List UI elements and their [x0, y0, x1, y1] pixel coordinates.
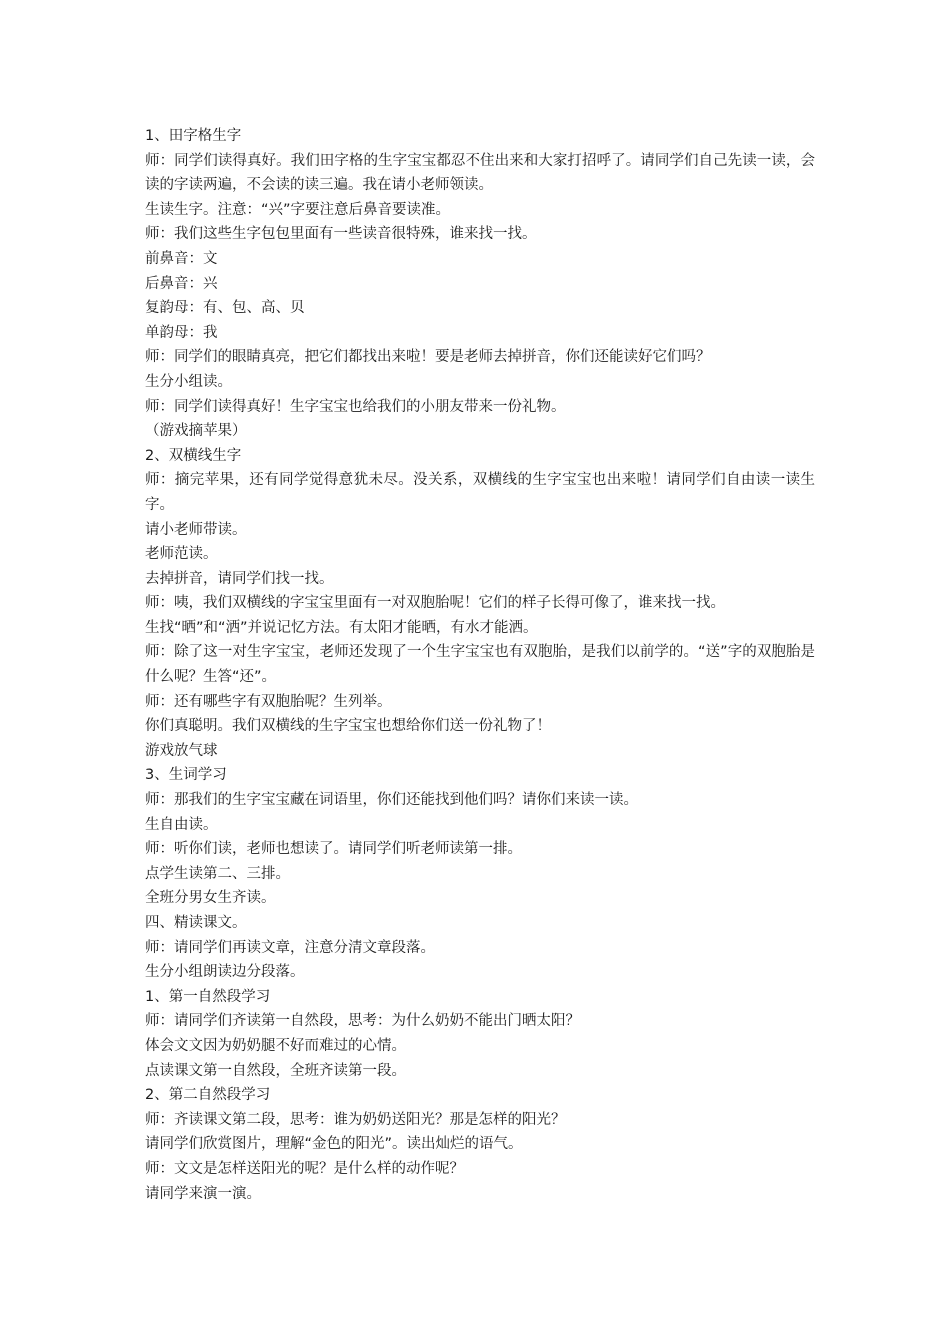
paragraph: 师：请同学们齐读第一自然段，思考：为什么奶奶不能出门晒太阳？: [145, 1013, 580, 1030]
paragraph: 生分小组读。: [145, 373, 232, 390]
paragraph: 生分小组朗读边分段落。: [145, 964, 305, 981]
section-heading: 1、第一自然段学习: [145, 988, 271, 1005]
section-heading: 2、双横线生字: [145, 447, 242, 464]
paragraph: 师：我们这些生字包包里面有一些读音很特殊，谁来找一找。: [145, 226, 537, 243]
paragraph: 师：请同学们再读文章，注意分清文章段落。: [145, 939, 435, 956]
paragraph: 复韵母：有、包、高、贝: [145, 300, 305, 317]
paragraph: 游戏放气球: [145, 742, 218, 759]
section-heading: 3、生词学习: [145, 767, 227, 784]
paragraph: 请同学们欣赏图片，理解“金色的阳光”。读出灿烂的语气。: [145, 1136, 523, 1153]
paragraph: 师：咦，我们双横线的字宝宝里面有一对双胞胎呢！它们的样子长得可像了，谁来找一找。: [145, 595, 725, 612]
section-heading: 四、精读课文。: [145, 915, 247, 931]
paragraph: 师：同学们读得真好。我们田字格的生字宝宝都忍不住出来和大家打招呼了。请同学们自己先读一读，会读的字读两遍，不会读的读三遍。我在请小老师领读。: [145, 152, 815, 194]
section-heading: 2、第二自然段学习: [145, 1087, 271, 1104]
paragraph: （游戏摘苹果）: [145, 423, 247, 440]
paragraph: 师：同学们的眼睛真亮，把它们都找出来啦！要是老师去掉拼音，你们还能读好它们吗？: [145, 349, 711, 366]
paragraph: 请同学来演一演。: [145, 1185, 261, 1202]
paragraph: 请小老师带读。: [145, 521, 247, 538]
paragraph: 生读生字。注意：“兴”字要注意后鼻音要读准。: [145, 201, 451, 218]
paragraph: 体会文文因为奶奶腿不好而难过的心情。: [145, 1037, 406, 1054]
paragraph: 老师范读。: [145, 546, 218, 563]
document-body: [145, 124, 815, 1206]
paragraph: 全班分男女生齐读。: [145, 890, 276, 907]
paragraph: 前鼻音：文: [145, 250, 218, 267]
paragraph: 去掉拼音，请同学们找一找。: [145, 570, 334, 587]
paragraph: 师：听你们读，老师也想读了。请同学们听老师读第一排。: [145, 841, 522, 858]
paragraph: 师：那我们的生字宝宝藏在词语里，你们还能找到他们吗？请你们来读一读。: [145, 792, 638, 809]
paragraph: 单韵母：我: [145, 324, 218, 341]
paragraph: 生找“晒”和“洒”并说记忆方法。有太阳才能晒，有水才能洒。: [145, 619, 538, 636]
paragraph: 师：同学们读得真好！生字宝宝也给我们的小朋友带来一份礼物。: [145, 398, 566, 415]
paragraph: 师：还有哪些字有双胞胎呢？生列举。: [145, 693, 392, 710]
paragraph: 师：摘完苹果，还有同学觉得意犹未尽。没关系，双横线的生字宝宝也出来啦！请同学们自由读一读生字。: [145, 472, 815, 513]
paragraph: 师：齐读课文第二段，思考：谁为奶奶送阳光？那是怎样的阳光？: [145, 1111, 566, 1128]
paragraph: 你们真聪明。我们双横线的生字宝宝也想给你们送一份礼物了！: [145, 718, 551, 735]
paragraph: 师：除了这一对生字宝宝，老师还发现了一个生字宝宝也有双胞胎，是我们以前学的。“送”字的双胞胎是什么呢？生答“还”。: [145, 644, 815, 686]
paragraph: 后鼻音：兴: [145, 275, 218, 292]
paragraph: 点学生读第二、三排。: [145, 865, 290, 882]
paragraph: 生自由读。: [145, 816, 218, 833]
section-heading: 1、田字格生字: [145, 128, 242, 144]
paragraph: 点读课文第一自然段，全班齐读第一段。: [145, 1062, 406, 1079]
paragraph: 师：文文是怎样送阳光的呢？是什么样的动作呢？: [145, 1160, 464, 1177]
